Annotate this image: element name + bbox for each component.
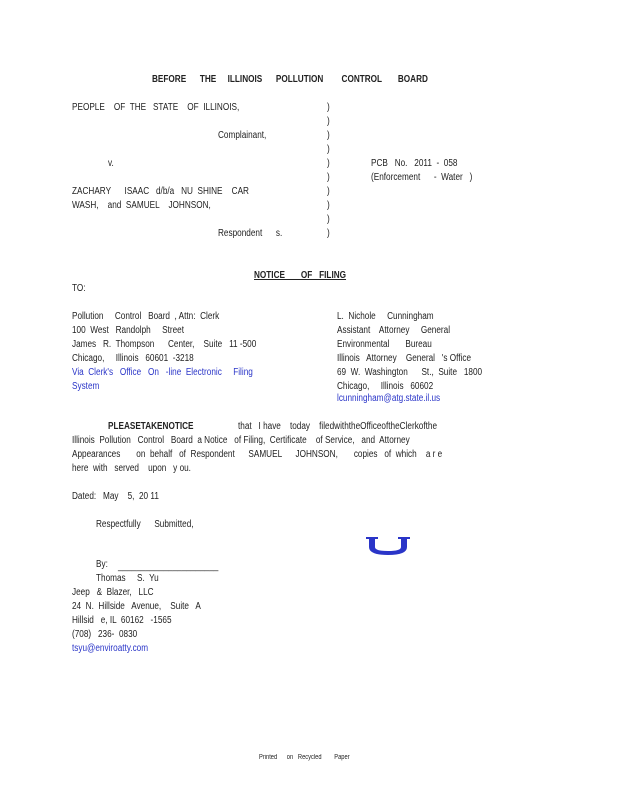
signer-phone: (708) 236- 0830	[72, 629, 138, 640]
efiling-link[interactable]: Via Clerk's Office On -line Electronic Filing	[72, 367, 253, 378]
body-line2: Illinois Pollution Control Board a Notice of Filing, Certificate of Service, and Attorney	[72, 435, 410, 446]
addressee-right-line: Assistant Attorney General	[337, 325, 451, 336]
addressee-left-line: Pollution Control Board , Attn: Clerk	[72, 311, 220, 322]
signer-firm: Jeep & Blazer, LLC	[72, 587, 154, 598]
u-monogram-icon	[364, 536, 412, 556]
body-line4: here with served upon y ou.	[72, 463, 191, 474]
caption-paren: )	[327, 172, 330, 183]
body-line3: Appearances on behalf of Respondent SAMUEL JOHNSON, copies of which a r e	[72, 449, 443, 460]
addressee-right-line: Illinois Attorney General 's Office	[337, 353, 472, 364]
to-label: TO:	[72, 283, 86, 294]
caption-versus: v.	[108, 158, 114, 169]
signer-address: 24 N. Hillside Avenue, Suite A	[72, 601, 201, 612]
signer-name: Thomas S. Yu	[96, 573, 159, 584]
caption-respondent-line1: ZACHARY ISAAC d/b/a NU SHINE CAR	[72, 186, 249, 197]
closing: Respectfully Submitted,	[96, 519, 194, 530]
body-line1: that I have today filedwiththeOfficeoftheClerkofthe	[238, 421, 438, 432]
dated-line: Dated: May 5, 20 11	[72, 491, 159, 502]
caption-paren: )	[327, 144, 330, 155]
addressee-right-line: Environmental Bureau	[337, 339, 432, 350]
caption-paren: )	[327, 130, 330, 141]
caption-people: PEOPLE OF THE STATE OF ILLINOIS,	[72, 102, 240, 113]
caption-paren: )	[327, 102, 330, 113]
addressee-left-line: 100 West Randolph Street	[72, 325, 184, 336]
caption-paren: )	[327, 186, 330, 197]
caption-paren: )	[327, 200, 330, 211]
signature-by: By:	[96, 559, 108, 570]
efiling-link-continued[interactable]: System	[72, 381, 100, 392]
case-number: PCB No. 2011 - 058	[371, 158, 458, 169]
case-type: (Enforcement - Water )	[371, 172, 473, 183]
caption-respondent-line2: WASH, and SAMUEL JOHNSON,	[72, 200, 211, 211]
caption-paren: )	[327, 214, 330, 225]
footer-recycled: Printed on Recycled Paper	[259, 754, 350, 761]
addressee-email-link[interactable]: lcunningham@atg.state.il.us	[337, 393, 441, 404]
caption-paren: )	[327, 158, 330, 169]
caption-paren: )	[327, 116, 330, 127]
addressee-left-line: James R. Thompson Center, Suite 11 -500	[72, 339, 257, 350]
signer-city: Hillsid e, IL 60162 -1565	[72, 615, 172, 626]
document-title: BEFORE THE ILLINOIS POLLUTION CONTROL BOARD	[152, 74, 428, 85]
addressee-right-line: 69 W. Washington St., Suite 1800	[337, 367, 483, 378]
caption-respondents: Respondent s.	[218, 228, 283, 239]
notice-heading: NOTICE OF FILING	[254, 270, 347, 281]
please-take-notice: PLEASETAKENOTICE	[108, 421, 194, 432]
caption-complainant: Complainant,	[218, 130, 267, 141]
signer-email-link[interactable]: tsyu@enviroatty.com	[72, 643, 149, 654]
caption-paren: )	[327, 228, 330, 239]
addressee-right-line: Chicago, Illinois 60602	[337, 381, 434, 392]
addressee-left-line: Chicago, Illinois 60601 -3218	[72, 353, 194, 364]
addressee-right-line: L. Nichole Cunningham	[337, 311, 434, 322]
signature-line: ______________________	[118, 561, 219, 572]
